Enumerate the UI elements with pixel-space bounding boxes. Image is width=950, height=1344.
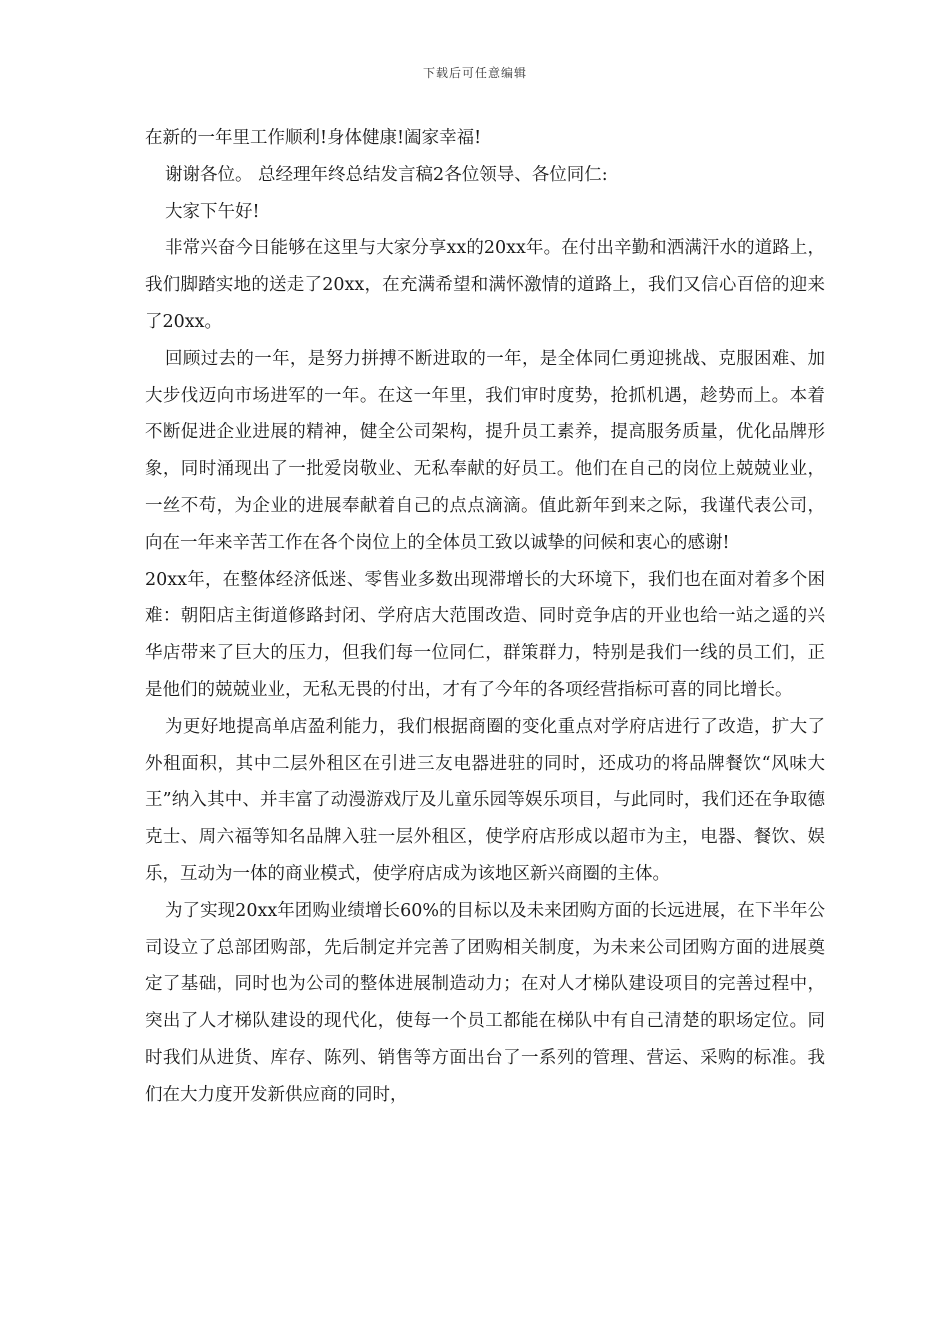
paragraph-review: 回顾过去的一年，是努力拼搏不断进取的一年，是全体同仁勇迎挑战、克服困难、加大步伐迈向市场进军的一年。在这一年里，我们审时度势，抢抓机遇，趁势而上。本着不断促进企业进展的精神，健全公司架构，提升员工素养，提高服务质量，优化品牌形象，同时涌现出了一批爱岗敬业、无私奉献的好员工。他们在自己的岗位上兢兢业业，一丝不苟，为企业的进展奉献着自己的点点滴滴。值此新年到来之际，我谨代表公司，向在一年来辛苦工作在各个岗位上的全体员工致以诚挚的问候和衷心的感谢! bbox=[145, 348, 825, 553]
paragraph-opening: 非常兴奋今日能够在这里与大家分享xx的20xx年。在付出辛勤和洒满汗水的道路上，我们脚踏实地的送走了20xx，在充满希望和满怀激情的道路上，我们又信心百倍的迎来了20xx。 bbox=[145, 238, 825, 332]
paragraph-challenges: 20xx年，在整体经济低迷、零售业多数出现滞增长的大环境下，我们也在面对着多个困难：朝阳店主街道修路封闭、学府店大范围改造、同时竞争店的开业也给一站之遥的兴华店带来了巨大的压力，但我们每一位同仁，群策群力，特别是我们一线的员工们，正是他们的兢兢业业，无私无畏的付出，才有了今年的各项经营指标可喜的同比增长。 bbox=[145, 569, 825, 700]
paragraph-thanks-and-title: 谢谢各位。 总经理年终总结发言稿2各位领导、各位同仁: bbox=[165, 164, 608, 185]
page-header: 下载后可任意编辑 bbox=[422, 66, 527, 80]
paragraph-greeting: 大家下午好! bbox=[165, 201, 260, 222]
document-body bbox=[145, 120, 825, 1114]
paragraph-store-renovation: 为更好地提高单店盈利能力，我们根据商圈的变化重点对学府店进行了改造，扩大了外租面积，其中二层外租区在引进三友电器进驻的同时，还成功的将品牌餐饮“风味大王”纳入其中、并丰富了动漫游戏厅及儿童乐园等娱乐项目，与此同时，我们还在争取德克士、周六福等知名品牌入驻一层外租区，使学府店形成以超市为主，电器、餐饮、娱乐，互动为一体的商业模式，使学府店成为该地区新兴商圈的主体。 bbox=[145, 716, 825, 884]
paragraph-closing-wishes: 在新的一年里工作顺利!身体健康!阖家幸福! bbox=[145, 128, 482, 148]
paragraph-group-purchase: 为了实现20xx年团购业绩增长60%的目标以及未来团购方面的长远进展，在下半年公司设立了总部团购部，先后制定并完善了团购相关制度，为未来公司团购方面的进展奠定了基础，同时也为公司的整体进展制造动力；在对人才梯队建设项目的完善过程中，突出了人才梯队建设的现代化，使每一个员工都能在梯队中有自己清楚的职场定位。同时我们从进货、库存、陈列、销售等方面出台了一系列的管理、营运、采购的标准。我们在大力度开发新供应商的同时， bbox=[145, 900, 825, 1105]
